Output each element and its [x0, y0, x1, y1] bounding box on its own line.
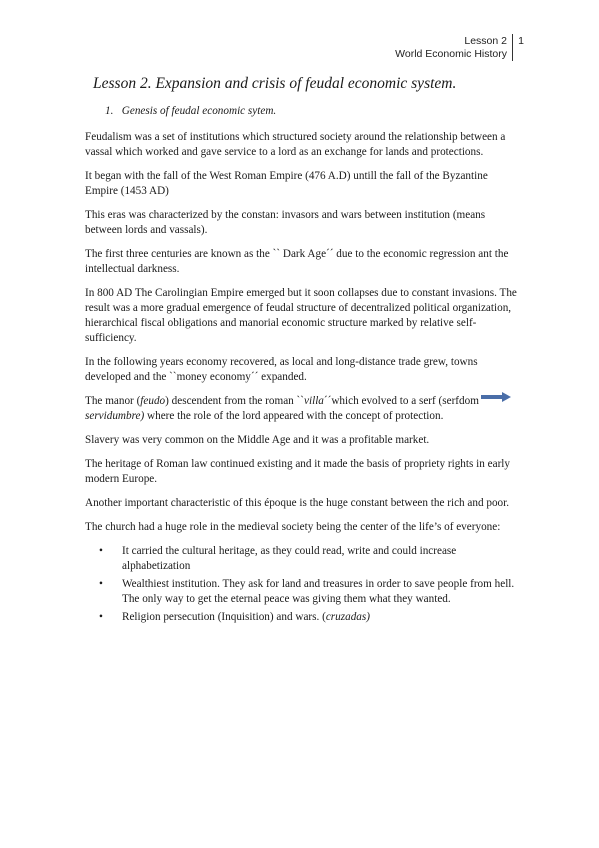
- header-lesson: Lesson 2: [464, 35, 507, 47]
- paragraph-recovery: In the following years economy recovered, as local and long-distance trade grew, towns developed and the ``money economy´´ expanded.: [85, 356, 478, 383]
- manor-block: [85, 394, 517, 424]
- header-course: World Economic History: [395, 48, 507, 60]
- list-item: [85, 610, 517, 625]
- manor-text-3: ´´which evolved to a serf (serfdom: [323, 395, 479, 407]
- manor-text-2: ) descendent from the roman ``: [165, 395, 305, 407]
- bullet-icon: •: [99, 545, 103, 557]
- list-item: [85, 577, 517, 607]
- paragraph-rich-poor: Another important characteristic of this époque is the huge constant between the rich and poor.: [85, 497, 510, 509]
- bullet-text: Religion persecution (Inquisition) and wars. (: [122, 611, 326, 623]
- bullet-icon: •: [99, 611, 103, 623]
- document-title: Lesson 2. Expansion and crisis of feudal economic system.: [93, 75, 457, 92]
- paragraph-roman-law: The heritage of Roman law continued existing and it made the basis of propriety rights in early modern Europe.: [85, 458, 511, 485]
- paragraph-carolingian: In 800 AD The Carolingian Empire emerged but it soon collapses due to constant invasions. The result was a more gradual emergence of feudal structure of decentralized political organization, hierarchical fiscal obligations and manorial economic structure marked by relative self- sufficiency.: [85, 287, 517, 344]
- bullet-icon: •: [99, 578, 103, 590]
- page-number: 1: [518, 35, 524, 47]
- arrow-right-icon: [481, 391, 511, 403]
- header-text: [395, 35, 507, 61]
- paragraph-feudalism: Feudalism was a set of institutions which structured society around the relationship between a vassal which worked and gave service to a lord as an exchange for lands and protections.: [85, 131, 506, 158]
- bullet-text: Wealthiest institution. They ask for land and treasures in order to save people from hell. The only way to get the eternal peace was giving them what they wanted.: [122, 578, 515, 605]
- section-heading: [105, 104, 517, 119]
- document-body: [85, 104, 517, 628]
- manor-text-1: The manor (: [85, 395, 141, 407]
- paragraph-manor: [85, 394, 517, 424]
- arrow-shape: [481, 392, 511, 402]
- bullet-italic-text: cruzadas): [325, 611, 370, 623]
- manor-text-4: where the role of the lord appeared with the concept of protection.: [144, 410, 444, 422]
- church-bullet-list: [85, 544, 517, 625]
- paragraph-dark-age: The first three centuries are known as the `` Dark Age´´ due to the economic regression ant the intellectual darkness.: [85, 248, 509, 275]
- manor-servidumbre: servidumbre): [85, 410, 145, 422]
- paragraph-slavery: Slavery was very common on the Middle Age and it was a profitable market.: [85, 434, 430, 446]
- section-number: 1.: [105, 105, 114, 117]
- header-separator: [512, 34, 513, 61]
- paragraph-beginning: It began with the fall of the West Roman Empire (476 A.D) untill the fall of the Byzantine Empire (1453 AD): [85, 170, 488, 197]
- section-title: Genesis of feudal economic sytem.: [121, 105, 277, 117]
- list-item: [85, 544, 517, 574]
- manor-villa: villa: [304, 395, 324, 407]
- bullet-text: It carried the cultural heritage, as they could read, write and could increase alphabetization: [122, 545, 457, 572]
- manor-feudo: feudo: [140, 395, 166, 407]
- paragraph-church: The church had a huge role in the medieval society being the center of the life’s of everyone:: [85, 521, 501, 533]
- paragraph-eras: This eras was characterized by the constan: invasors and wars between institution (means between lords and vassals).: [85, 209, 486, 236]
